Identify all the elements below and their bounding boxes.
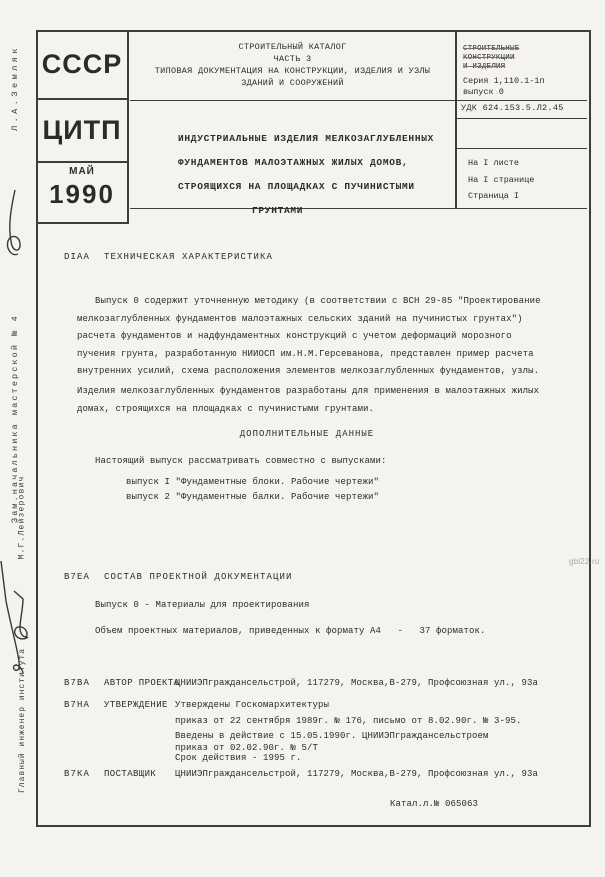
classification-line: И ИЗДЕЛИЯ — [463, 63, 506, 71]
section-title-approval: УТВЕРЖДЕНИЕ — [104, 700, 168, 710]
title-line: СТРОЯЩИХСЯ НА ПЛОЩАДКАХ С ПУЧИНИСТЫМИ — [178, 181, 415, 192]
tech-paragraph-2 — [77, 383, 539, 418]
additional-data-title: ДОПОЛНИТЕЛЬНЫЕ ДАННЫЕ — [239, 429, 375, 439]
section-title-supplier: ПОСТАВЩИК — [104, 769, 157, 779]
catalog-heading — [130, 41, 455, 89]
signature-chief-engineer-icon — [11, 589, 33, 645]
section-code-b7na: В7НА — [64, 700, 91, 710]
catalog-line: ТИПОВАЯ ДОКУМЕНТАЦИЯ НА КОНСТРУКЦИИ, ИЗДЕЛИЯ И УЗЛЫ — [154, 66, 431, 76]
catalog-line: ЧАСТЬ 3 — [273, 54, 312, 64]
sheet-info — [468, 155, 534, 205]
series-number: Серия 1,110.1-1п — [463, 76, 545, 86]
header-rule-1 — [130, 100, 587, 101]
paragraph-line: Изделия мелкозаглубленных фундаментов разработаны для применения в малоэтажных жилых — [77, 386, 540, 396]
supplier-value: ЦНИИЭПграждансельстрой, 117279, Москва,В-279, Профсоюзная ул., 93а — [175, 769, 539, 779]
stamp-org: ЦИТП — [37, 100, 127, 163]
approval-line: Введены в действие с 15.05.1990г. ЦНИИЭПграждансельстроем — [175, 731, 489, 741]
margin-signer-1: Л.А.Земляк — [10, 45, 20, 132]
additional-item: выпуск 2 "Фундаментные балки. Рабочие чертежи" — [126, 492, 380, 502]
paragraph-line: внутренних усилий, схема расположения элементов мелкозаглубленных фундаментов, узлы. — [77, 366, 540, 377]
section-title-tech: ТЕХНИЧЕСКАЯ ХАРАКТЕРИСТИКА — [104, 252, 274, 262]
tech-paragraph-1 — [77, 293, 541, 381]
title-line: ГРУНТАМИ — [252, 205, 304, 216]
approval-line: приказ от 02.02.90г. № 5/Т — [175, 743, 319, 753]
stamp-month: МАЙ — [69, 166, 95, 177]
paragraph-line: пучения грунта, разработанную НИИОСП им.Н.М.Герсеванова, представлен пример расчета — [77, 348, 534, 359]
sheet-info-line: На I странице — [468, 174, 535, 185]
margin-position-2: Главный инженер института — [17, 647, 27, 793]
series-issue: выпуск 0 — [463, 87, 504, 97]
catalog-line: СТРОИТЕЛЬНЫЙ КАТАЛОГ — [238, 42, 347, 52]
title-line: ФУНДАМЕНТОВ МАЛОЭТАЖНЫХ ЖИЛЫХ ДОМОВ, — [178, 157, 409, 168]
sheet-info-line: На I листе — [468, 158, 520, 168]
stamp-year: 1990 — [49, 179, 115, 209]
section-code-b7ea: В7ЕА — [64, 572, 91, 582]
composition-line: Выпуск 0 - Материалы для проектирования — [95, 600, 310, 610]
additional-item: выпуск I "Фундаментные блоки. Рабочие чертежи" — [126, 477, 380, 487]
paragraph-line: домах, строящихся на площадках с пучинистыми грунтами. — [77, 403, 375, 414]
composition-volume: Объем проектных материалов, приведенных к формату А4 - 37 форматок. — [95, 626, 486, 636]
section-code-b7va: В7ВА — [64, 678, 91, 688]
watermark: gbl22.ru — [569, 557, 600, 566]
paragraph-line: мелкозаглубленных фундаментов малоэтажных сельских зданий на пучинистых грунтах") — [77, 313, 523, 324]
author-value: ЦНИИЭПграждансельстрой, 117279, Москва,В-279, Профсоюзная ул., 93а — [175, 678, 539, 688]
margin-signing-block-1 — [5, 45, 25, 523]
section-title-author: АВТОР ПРОЕКТА — [104, 678, 180, 688]
stamp-column — [37, 31, 129, 224]
signature-zemlyak-icon — [5, 186, 25, 260]
section-code-diaa: DIAA — [64, 252, 91, 262]
margin-signer-2: М.Г.Лейзерович — [17, 475, 27, 560]
header-vertical-divider — [455, 31, 457, 209]
header-rule-3 — [456, 148, 587, 149]
classification-line: СТРОИТЕЛЬНЫЕ — [463, 45, 520, 53]
title-line: ИНДУСТРИАЛЬНЫЕ ИЗДЕЛИЯ МЕЛКОЗАГЛУБЛЕННЫХ — [178, 133, 435, 144]
approval-line: Утверждены Госкомархитектуры — [175, 700, 330, 710]
catalog-sheet-number: Катал.л.№ 065063 — [390, 799, 479, 809]
udk-code: УДК 624.153.5.Л2.45 — [461, 103, 564, 113]
classification-line: КОНСТРУКЦИИ — [463, 54, 515, 62]
section-title-composition: СОСТАВ ПРОЕКТНОЙ ДОКУМЕНТАЦИИ — [104, 572, 293, 582]
section-code-b7ka: В7КА — [64, 769, 91, 779]
margin-position-1: Зам.начальника мастерской № 4 — [10, 314, 20, 523]
margin-signing-block-2 — [18, 466, 27, 570]
stamp-country: СССР — [37, 31, 127, 100]
sheet-info-line: Страница I — [468, 191, 520, 201]
series-block — [463, 76, 545, 98]
approval-line: приказ от 22 сентября 1989г. № 176, письмо от 8.02.90г. № 3-95. — [175, 716, 522, 726]
catalog-line: ЗДАНИЙ И СООРУЖЕНИЙ — [241, 78, 344, 88]
header-rule-2 — [456, 118, 587, 119]
paragraph-line: расчета фундаментов и надфундаментных конструкций с учетом деформаций морозного — [77, 331, 512, 342]
paragraph-line: Выпуск 0 содержит уточненную методику (в соответствии с ВСН 29-85 "Проектирование — [95, 296, 541, 306]
document-title — [178, 127, 434, 223]
additional-intro: Настоящий выпуск рассматривать совместно с выпусками: — [95, 456, 387, 466]
approval-line: Срок действия - 1995 г. — [175, 753, 302, 763]
stamp-date-box — [37, 163, 127, 224]
margin-signing-block-3 — [11, 589, 33, 793]
classification-block — [463, 45, 519, 72]
